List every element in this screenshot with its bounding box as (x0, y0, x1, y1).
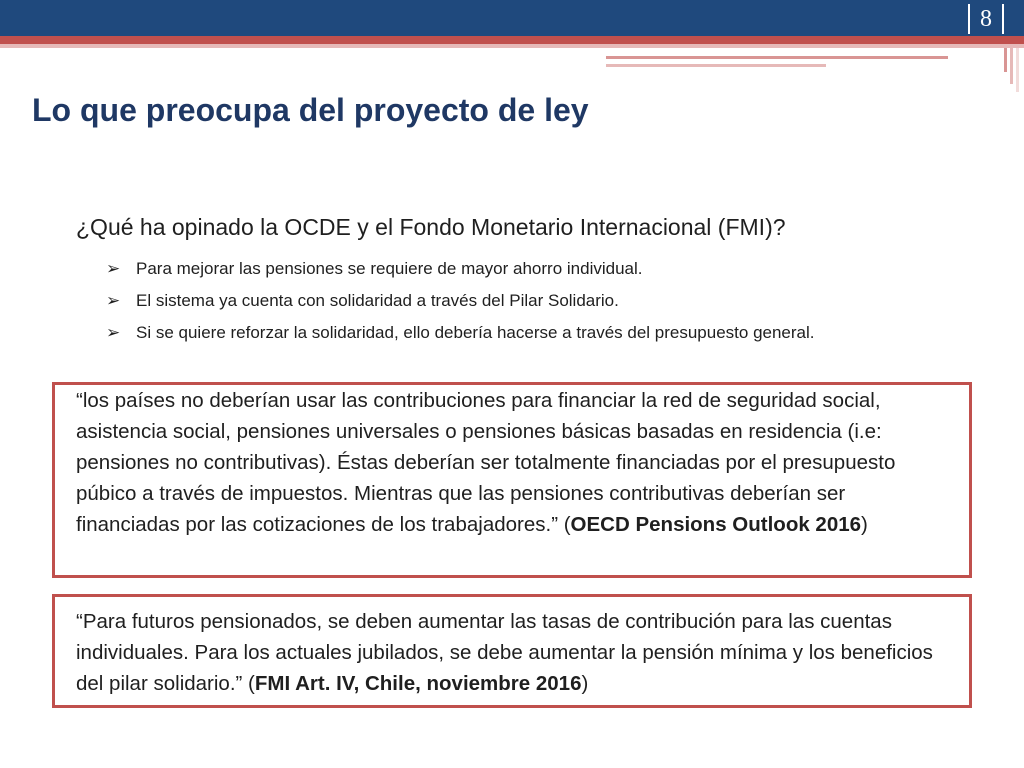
list-item (106, 256, 815, 288)
decorative-line (1010, 48, 1013, 84)
imf-quote-box (52, 594, 972, 708)
header-accent-fade (0, 44, 1024, 48)
bullet-text: Si se quiere reforzar la solidaridad, ello debería hacerse a través del presupuesto general. (136, 323, 815, 342)
bullet-text: El sistema ya cuenta con solidaridad a través del Pilar Solidario. (136, 291, 619, 310)
bullet-list (106, 256, 815, 352)
quote-text (76, 606, 948, 699)
quote-source: FMI Art. IV, Chile, noviembre 2016 (254, 672, 582, 695)
oecd-quote-box (52, 382, 972, 578)
slide-title: Lo que preocupa del proyecto de ley (32, 92, 589, 128)
list-item (106, 288, 815, 320)
decorative-line (606, 56, 948, 59)
arrow-bullet-icon: ➢ (106, 291, 121, 310)
decorative-line (606, 64, 826, 67)
slide-number: 8 (968, 4, 1004, 34)
quote-source: OECD Pensions Outlook 2016 (570, 513, 862, 536)
quote-close: ) (581, 672, 589, 695)
header-accent-band (0, 36, 1024, 44)
bullet-text: Para mejorar las pensiones se requiere de mayor ahorro individual. (136, 259, 643, 278)
arrow-bullet-icon: ➢ (106, 323, 121, 342)
quote-close: ) (861, 513, 868, 536)
arrow-bullet-icon: ➢ (106, 259, 121, 278)
quote-body: “los países no deberían usar las contribuciones para financiar la red de seguridad social, asistencia social, pensiones universales o pensiones básicas basadas en residencia (i.e: pensiones no contributivas). Éstas deberían ser totalmente financiadas por el presupuesto púbico a través de impuestos. Mientras que las pensiones contributivas deberían ser financiadas por las cotizaciones de los trabajadores.” ( (76, 389, 896, 536)
question-heading: ¿Qué ha opinado la OCDE y el Fondo Monetario Internacional (FMI)? (76, 214, 786, 240)
decorative-line (1016, 48, 1019, 92)
header-band (0, 0, 1024, 36)
decorative-line (1004, 48, 1007, 72)
quote-text (76, 385, 948, 540)
list-item (106, 320, 815, 352)
quote-body: “Para futuros pensionados, se deben aumentar las tasas de contribución para las cuentas individuales. Para los actuales jubilados, se debe aumentar la pensión mínima y los beneficios del pilar solidario.” ( (76, 610, 933, 695)
